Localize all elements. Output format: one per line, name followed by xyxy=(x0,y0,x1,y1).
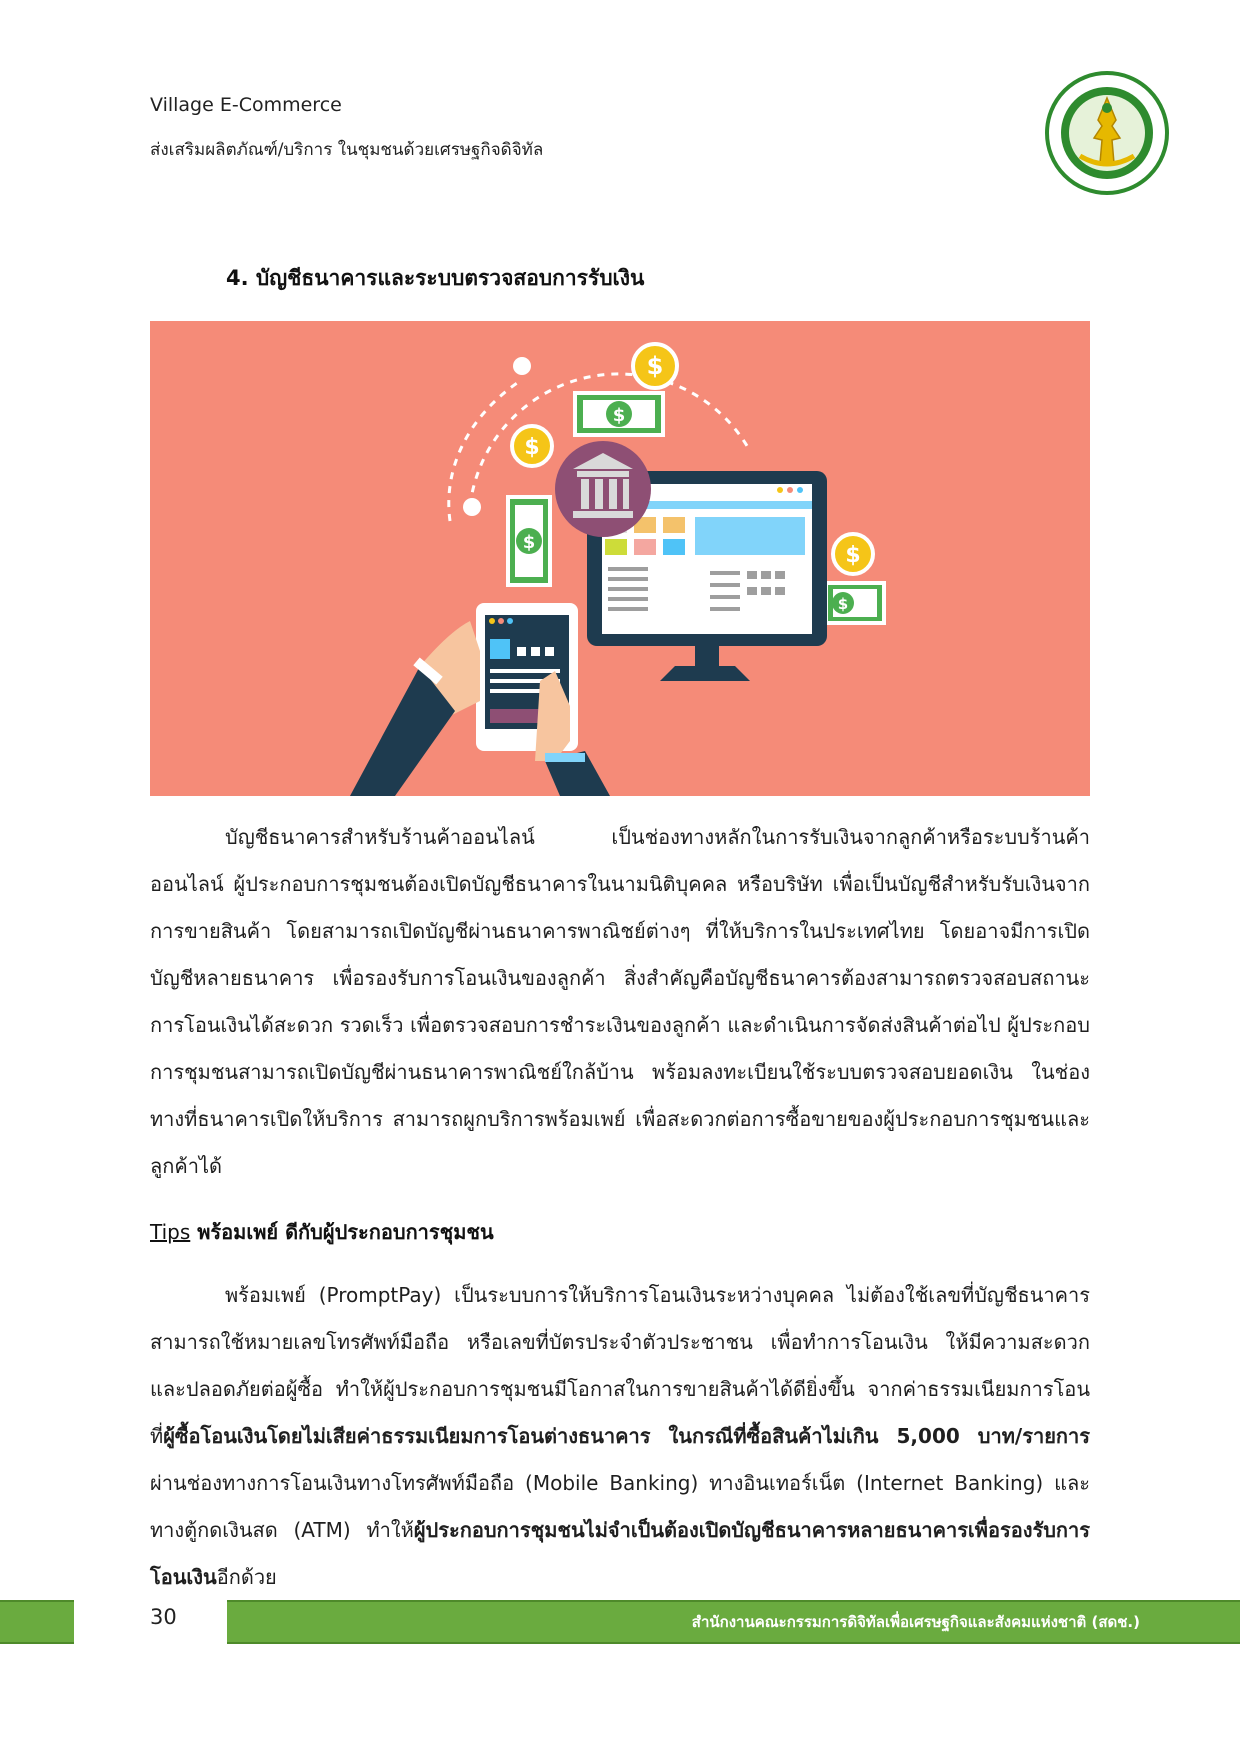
tips-heading xyxy=(150,1216,494,1248)
svg-text:$: $ xyxy=(524,435,540,460)
svg-text:$: $ xyxy=(612,405,626,426)
footer-agency: สำนักงานคณะกรรมการดิจิทัลเพื่อเศรษฐกิจและสังคมแห่งชาติ (สดช.) xyxy=(691,1613,1140,1631)
footer-left-bar xyxy=(0,1600,74,1644)
tips-heading-text: พร้อมเพย์ ดีกับผู้ประกอบการชุมชน xyxy=(190,1220,494,1244)
svg-text:$: $ xyxy=(837,595,849,613)
online-banking-illustration xyxy=(150,321,1090,796)
header-subtitle: ส่งเสริมผลิตภัณฑ์/บริการ ในชุมชนด้วยเศรษฐกิจดิจิทัล xyxy=(150,140,544,160)
section-title: 4. บัญชีธนาคารและระบบตรวจสอบการรับเงิน xyxy=(226,266,645,290)
paragraph-2-part3: อีกด้วย xyxy=(216,1565,277,1589)
paragraph-promptpay xyxy=(150,1272,1090,1601)
header-title: Village E-Commerce xyxy=(150,94,342,116)
svg-text:$: $ xyxy=(845,543,861,568)
paragraph-bank-account xyxy=(150,814,1090,1190)
svg-text:$: $ xyxy=(522,532,536,553)
ministry-seal-logo-icon xyxy=(1040,68,1175,198)
svg-text:$: $ xyxy=(646,352,664,380)
page-number: 30 xyxy=(150,1605,177,1629)
tips-label: Tips xyxy=(150,1220,191,1244)
paragraph-2-part1: พร้อมเพย์ (PromptPay) เป็นระบบการให้บริการโอนเงินระหว่างบุคคล ไม่ต้องใช้เลขที่บัญชีธนาคาร สามารถใช้หมายเลขโทรศัพท์มือถือ หรือเลขที่บัตรประจำตัวประชาชน เพื่อทำการโอนเงิน ให้มีความสะดวกและปลอดภัยต่อผู้ซื้อ ทำให้ผู้ประกอบการชุมชนมีโอกาสในการขายสินค้าได้ดียิ่งขึ้น จากค่าธรรมเนียมการโอนที่ xyxy=(150,1283,1090,1448)
paragraph-2-bold1: ผู้ซื้อโอนเงินโดยไม่เสียค่าธรรมเนียมการโอนต่างธนาคาร ในกรณีที่ซื้อสินค้าไม่เกิน 5,000 บาท/รายการ xyxy=(163,1424,1090,1448)
paragraph-2-bold2: ผู้ประกอบการชุมชนไม่จำเป็นต้องเปิดบัญชีธนาคารหลายธนาคารเพื่อรองรับการโอนเงิน xyxy=(150,1518,1090,1589)
coin-icon xyxy=(633,344,677,388)
paragraph-2-part2: ผ่านช่องทางการโอนเงินทางโทรศัพท์มือถือ (Mobile Banking) ทางอินเทอร์เน็ต (Internet Banking) และทางตู้กดเงินสด (ATM) ทำให้ xyxy=(150,1471,1090,1542)
paragraph-1-text: บัญชีธนาคารสำหรับร้านค้าออนไลน์ เป็นช่องทางหลักในการรับเงินจากลูกค้าหรือระบบร้านค้าออนไลน์ ผู้ประกอบการชุมชนต้องเปิดบัญชีธนาคารในนามนิติบุคคล หรือบริษัท เพื่อเป็นบัญชีสำหรับรับเงินจากการขายสินค้า โดยสามารถเปิดบัญชีผ่านธนาคารพาณิชย์ต่างๆ ที่ให้บริการในประเทศไทย โดยอาจมีการเปิดบัญชีหลายธนาคาร เพื่อรองรับการโอนเงินของลูกค้า สิ่งสำคัญคือบัญชีธนาคารต้องสามารถตรวจสอบสถานะการโอนเงินได้สะดวก รวดเร็ว เพื่อตรวจสอบการชำระเงินของลูกค้า และดำเนินการจัดส่งสินค้าต่อไป ผู้ประกอบการชุมชนสามารถเปิดบัญชีผ่านธนาคารพาณิชย์ใกล้บ้าน พร้อมลงทะเบียนใช้ระบบตรวจสอบยอดเงิน ในช่องทางที่ธนาคารเปิดให้บริการ สามารถผูกบริการพร้อมเพย์ เพื่อสะดวกต่อการซื้อขายของผู้ประกอบการชุมชนและลูกค้าได้ xyxy=(150,825,1090,1178)
